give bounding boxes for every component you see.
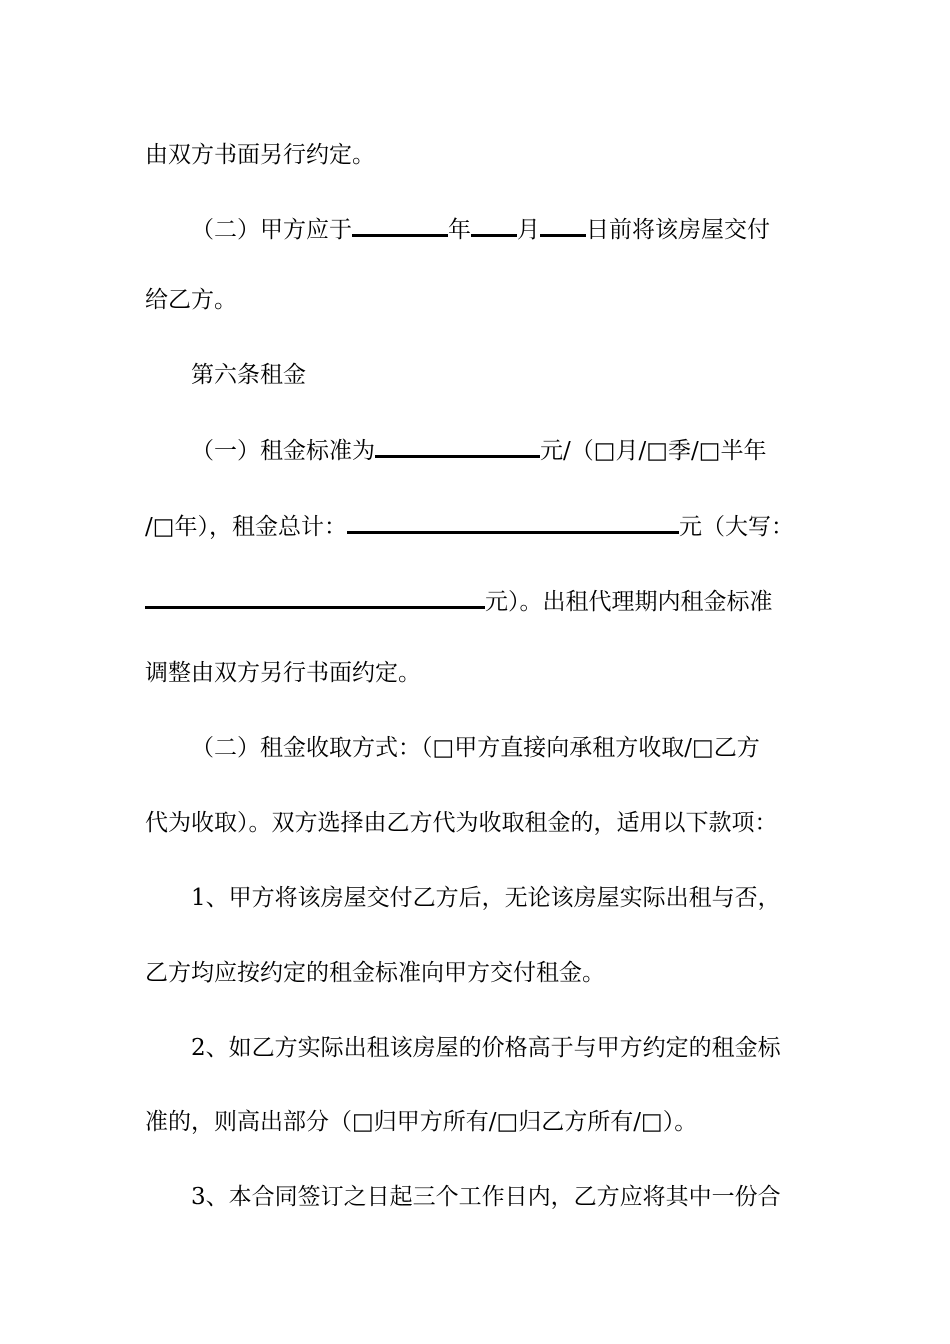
text: 元（大写： [678, 514, 794, 540]
text: 月 [517, 217, 540, 243]
rent-standard-line [191, 433, 766, 466]
text: 元）。出租代理期内租金标准 [485, 589, 773, 615]
text: 代为收取）。双方选择由乙方代为收取租金的，适用以下款项： [145, 810, 778, 836]
paragraph-line [145, 285, 237, 315]
text: /□年），租金总计： [145, 514, 347, 540]
rent-capital-line [145, 584, 773, 617]
text: （一）租金标准为 [191, 438, 375, 464]
text: 日前将该房屋交付 [586, 217, 770, 243]
text: 年 [448, 217, 471, 243]
text: 准的，则高出部分（□归甲方所有/□归乙方所有/□）。 [145, 1109, 698, 1135]
clause-line [191, 883, 781, 913]
paragraph-line [145, 1107, 697, 1137]
delivery-date-line [191, 212, 770, 245]
rent-capital-blank[interactable] [145, 584, 485, 609]
text: 2、如乙方实际出租该房屋的价格高于与甲方约定的租金标 [191, 1035, 781, 1061]
article-heading [191, 360, 306, 390]
clause-line [191, 1033, 781, 1063]
text: 由双方书面另行约定。 [145, 142, 375, 168]
year-blank[interactable] [352, 212, 448, 237]
paragraph-line [145, 658, 421, 688]
text: 元/（□月/□季/□半年 [540, 438, 767, 464]
text: 调整由双方另行书面约定。 [145, 660, 421, 686]
text: 第六条租金 [191, 362, 306, 388]
rent-total-line [145, 509, 794, 542]
day-blank[interactable] [540, 212, 586, 237]
collection-method-line [191, 733, 760, 763]
paragraph-line [145, 140, 375, 170]
paragraph-line [145, 808, 778, 838]
text: 3、本合同签订之日起三个工作日内，乙方应将其中一份合 [191, 1184, 781, 1210]
rent-total-blank[interactable] [347, 509, 679, 534]
clause-line [191, 1182, 781, 1212]
text: 1、甲方将该房屋交付乙方后，无论该房屋实际出租与否， [191, 885, 781, 911]
text: （二）甲方应于 [191, 217, 352, 243]
text: 给乙方。 [145, 287, 237, 313]
text: 乙方均应按约定的租金标准向甲方交付租金。 [145, 960, 605, 986]
paragraph-line [145, 958, 605, 988]
text: （二）租金收取方式：（□甲方直接向承租方收取/□乙方 [191, 735, 760, 761]
rent-amount-blank[interactable] [375, 433, 540, 458]
month-blank[interactable] [471, 212, 517, 237]
